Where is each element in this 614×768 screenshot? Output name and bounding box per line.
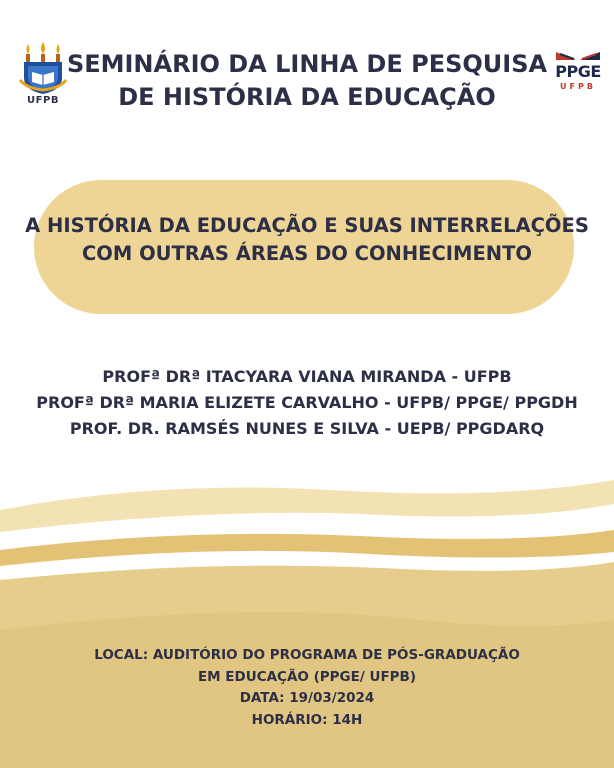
theme-text bbox=[0, 212, 614, 268]
event-location-line-1: LOCAL: AUDITÓRIO DO PROGRAMA DE PÓS-GRADUAÇÃO bbox=[94, 647, 520, 663]
ppge-logo bbox=[552, 48, 604, 108]
title-line-1: SEMINÁRIO DA LINHA DE PESQUISA bbox=[66, 50, 548, 78]
event-time: HORÁRIO: 14H bbox=[251, 711, 363, 728]
event-location-line-2: EM EDUCAÇÃO (PPGE/ UFPB) bbox=[197, 668, 417, 685]
title-line-2: DE HISTÓRIA DA EDUCAÇÃO bbox=[118, 83, 496, 111]
speaker-item: PROFª DRª ITACYARA VIANA MIRANDA - UFPB bbox=[102, 367, 512, 386]
page-title bbox=[60, 48, 554, 114]
ppge-logo-text: PPGE bbox=[555, 62, 601, 81]
ufpb-logo-label: UFPB bbox=[27, 95, 59, 106]
speaker-item: PROF. DR. RAMSÉS NUNES E SILVA - UEPB/ PPGDARQ bbox=[69, 419, 545, 438]
theme-line-1: A HISTÓRIA DA EDUCAÇÃO E SUAS INTERRELAÇÕES bbox=[25, 214, 589, 237]
speaker-item: PROFª DRª MARIA ELIZETE CARVALHO - UFPB/ PPGE/ PPGDH bbox=[36, 393, 578, 412]
theme-line-2: COM OUTRAS ÁREAS DO CONHECIMENTO bbox=[82, 242, 532, 265]
event-date: DATA: 19/03/2024 bbox=[239, 690, 375, 706]
speakers-list bbox=[0, 364, 614, 442]
event-info bbox=[0, 645, 614, 731]
ppge-logo-subtext: UFPB bbox=[560, 82, 596, 91]
